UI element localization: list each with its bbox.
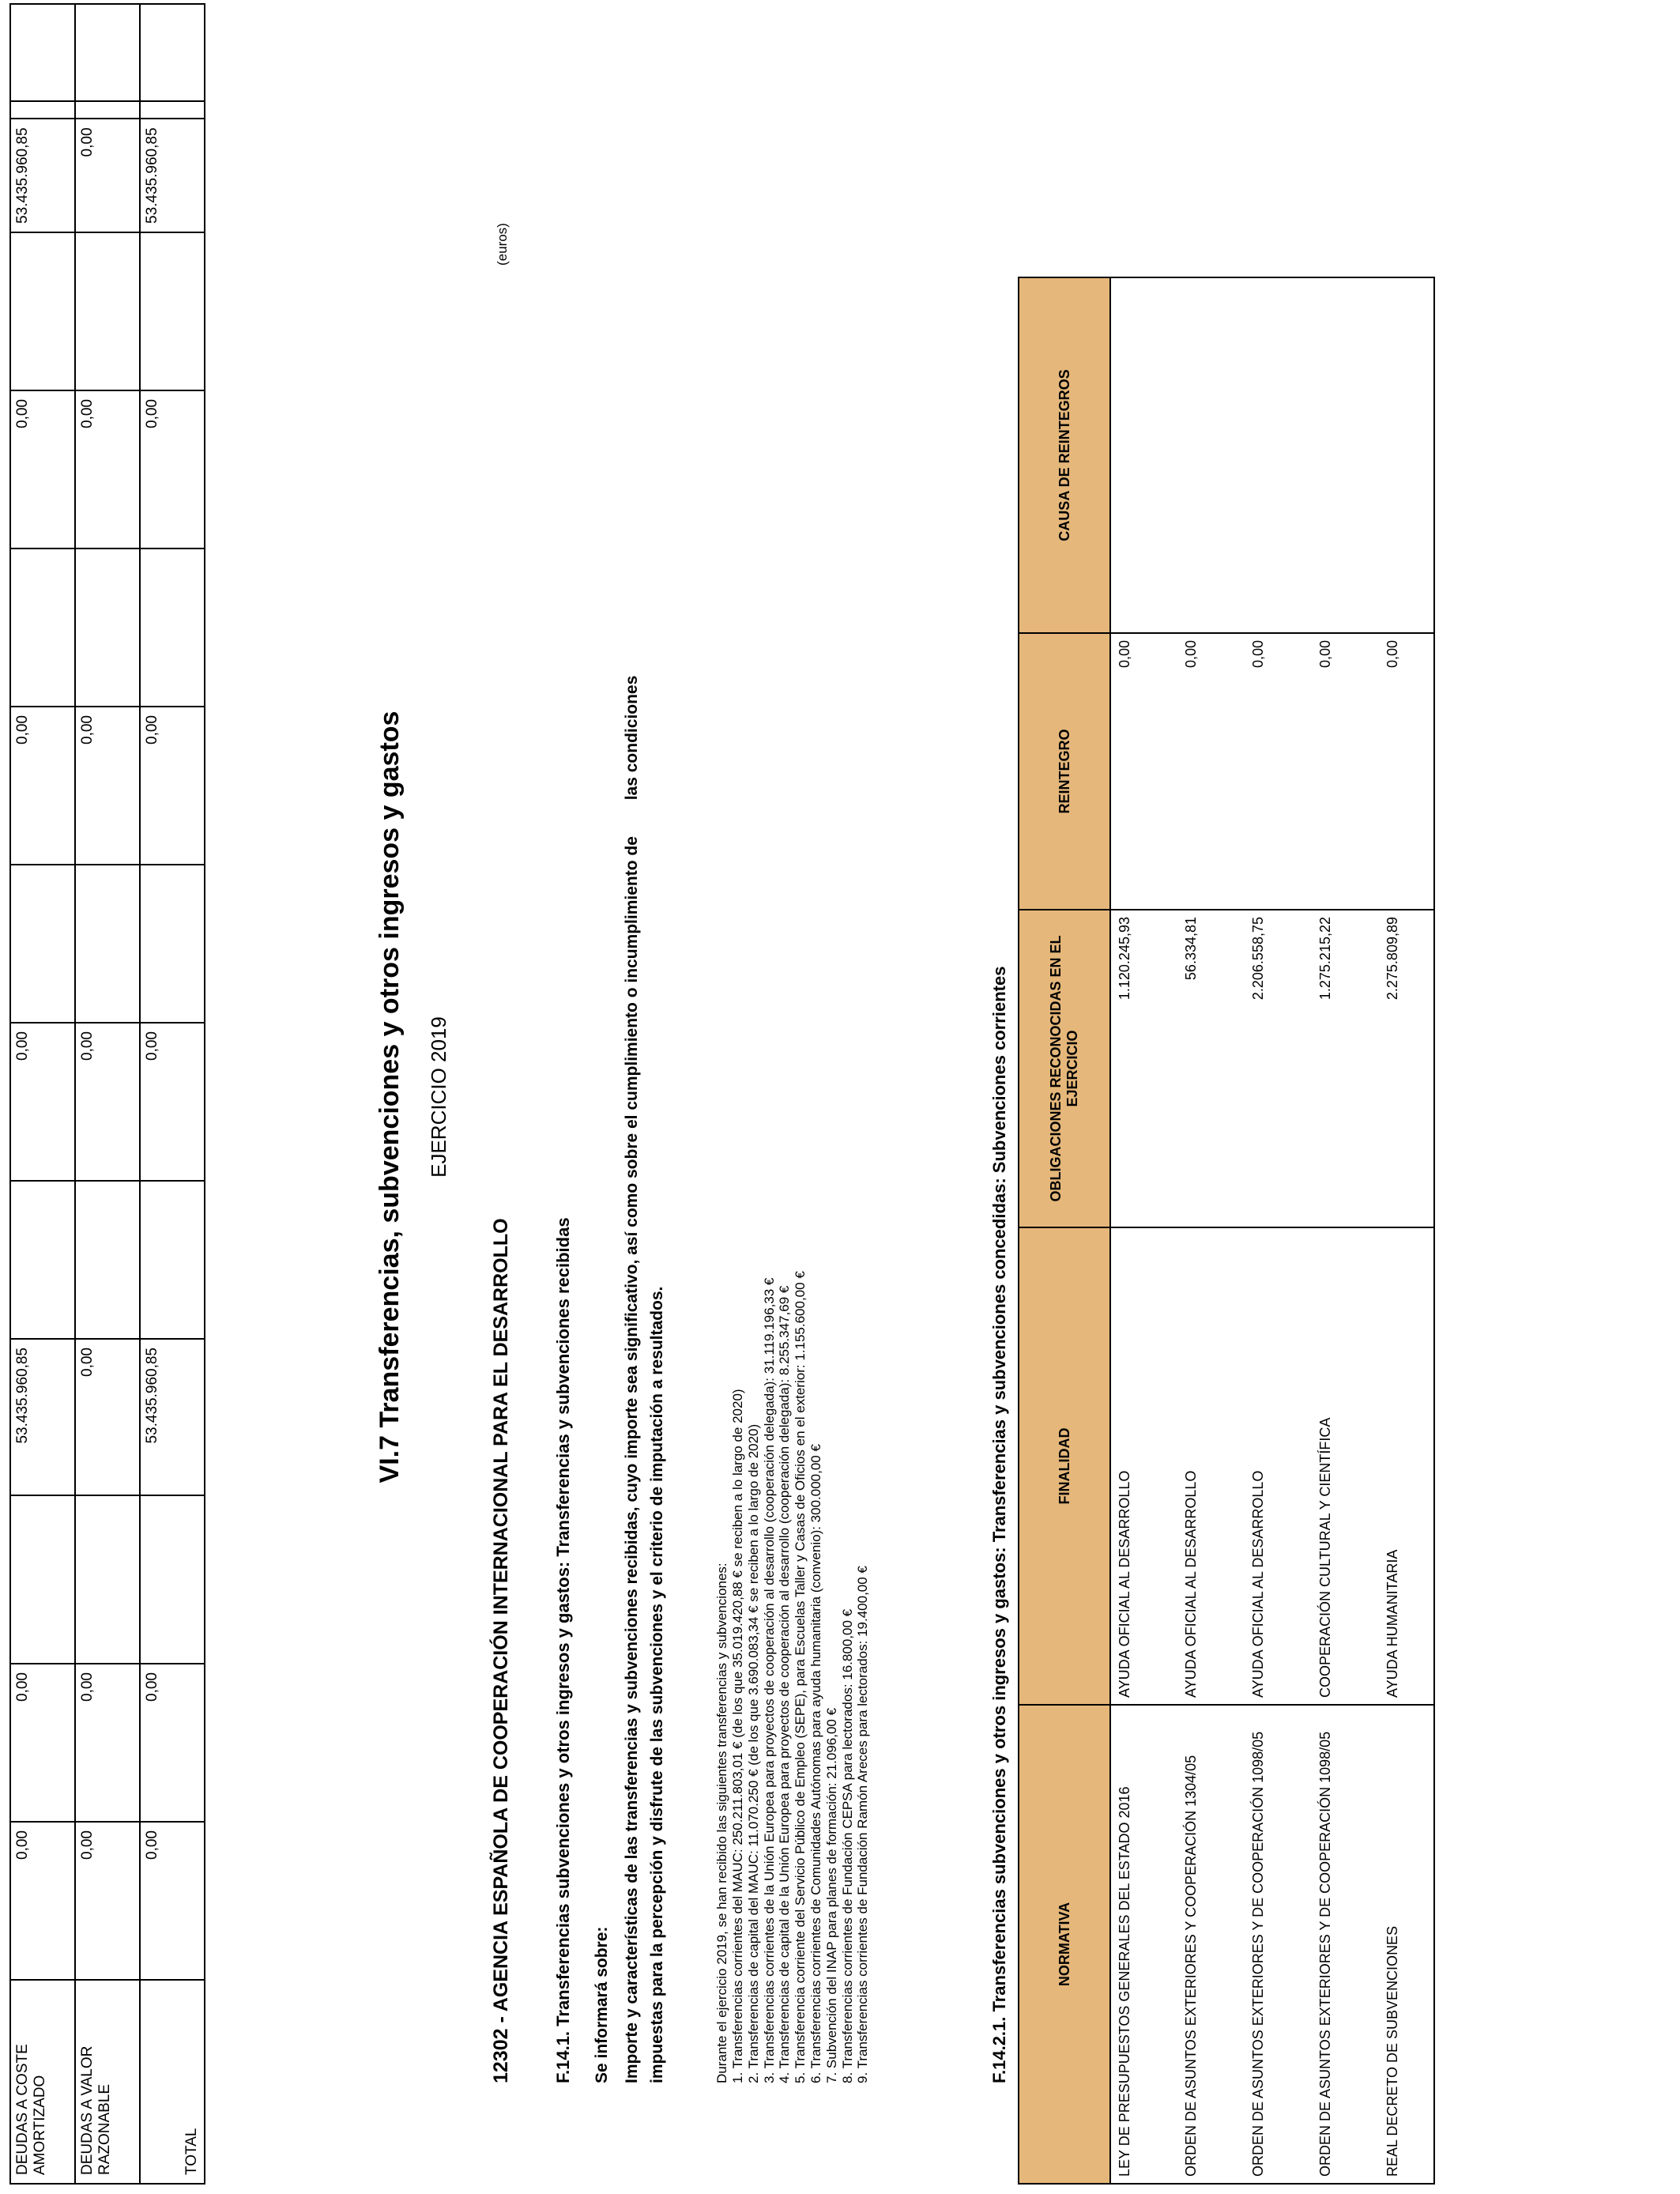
f141-list-item: 9. Transferencias corrientes de Fundación Ramón Areces para lectorados: 19.400,00 € (855, 1566, 871, 2083)
deudas-cell: 0,00 (10, 390, 75, 548)
deudas-cell (140, 865, 205, 1023)
cell-reintegro: 0,00 (1245, 633, 1312, 910)
cell-causa (1177, 277, 1245, 633)
f141-paragraph-line1-tail: las condiciones (623, 675, 641, 801)
table-row (1177, 277, 1245, 2184)
cell-finalidad: AYUDA HUMANITARIA (1379, 1227, 1434, 1705)
informara-label: Se informará sobre: (593, 1926, 611, 2083)
deudas-cell: 0,00 (140, 707, 205, 865)
deudas-row-label: TOTAL (140, 1980, 205, 2184)
deudas-cell: 0,00 (75, 390, 140, 548)
cell-reintegro: 0,00 (1110, 633, 1177, 910)
f141-list-item: 5. Transferencia corriente del Servicio Público de Empleo (SEPE), para Escuelas Taller y Casas de Oficios en el exterior: 1.155.600,00 € (793, 1271, 808, 2083)
col-causa-reintegros: CAUSA DE REINTEGROS (1019, 277, 1110, 633)
deudas-cell: 0,00 (75, 707, 140, 865)
deudas-cell: 0,00 (75, 1023, 140, 1181)
deudas-cell (10, 1495, 75, 1664)
deudas-cell: 0,00 (140, 1023, 205, 1181)
section-f141-heading: F.14.1. Transferencias subvenciones y otros ingresos y gastos: Transferencias y subvenciones recibidas (553, 1217, 573, 2083)
cell-finalidad: COOPERACIÓN CULTURAL Y CIENTÍFICA (1312, 1227, 1379, 1705)
deudas-cell (75, 232, 140, 390)
deudas-cell (75, 865, 140, 1023)
cell-causa (1379, 277, 1434, 633)
col-reintegro: REINTEGRO (1019, 633, 1110, 910)
f141-paragraph-line1-main: Importe y características de las transferencias y subvenciones recibidas, cuyo importe sea significativo, así como sobre el cumplimiento o incumplimiento de (623, 836, 641, 2083)
cell-finalidad: AYUDA OFICIAL AL DESARROLLO (1110, 1227, 1177, 1705)
col-obligaciones: OBLIGACIONES RECONOCIDAS EN EL EJERCICIO (1019, 910, 1110, 1227)
cell-causa (1110, 277, 1177, 633)
deudas-cell: 0,00 (140, 1664, 205, 1822)
deudas-cell (75, 548, 140, 707)
cell-obligaciones: 1.120.245,93 (1110, 910, 1177, 1227)
f141-items-list (730, 1271, 871, 2083)
cell-obligaciones: 2.275.809,89 (1379, 910, 1434, 1227)
deudas-cell (140, 1495, 205, 1664)
cell-reintegro: 0,00 (1379, 633, 1434, 910)
deudas-cell (75, 1181, 140, 1339)
deudas-cell: 0,00 (10, 1664, 75, 1822)
subvenciones-table (1018, 277, 1435, 2185)
cell-normativa: ORDEN DE ASUNTOS EXTERIORES Y DE COOPERACIÓN 1098/05 (1245, 1705, 1312, 2184)
cell-causa (1245, 277, 1312, 633)
f141-intro: Durante el ejercicio 2019, se han recibido las siguientes transferencias y subvenciones: (714, 1563, 729, 2083)
deudas-cell (10, 548, 75, 707)
page-title: VI.7 Transferencias, subvenciones y otros ingresos y gastos (375, 711, 405, 1483)
deudas-cell (140, 548, 205, 707)
deudas-cell: 0,00 (75, 1339, 140, 1495)
deudas-cell: 0,00 (10, 1822, 75, 1980)
deudas-cell (140, 101, 205, 119)
cell-obligaciones: 1.275.215,22 (1312, 910, 1379, 1227)
deudas-cell: 0,00 (75, 1664, 140, 1822)
deudas-row (140, 4, 205, 2184)
entity-name: 12302 - AGENCIA ESPAÑOLA DE COOPERACIÓN INTERNACIONAL PARA EL DESARROLLO (490, 1218, 512, 2083)
table-row (1110, 277, 1177, 2184)
f141-paragraph-line1 (620, 676, 644, 2083)
deudas-cell: 0,00 (140, 390, 205, 548)
deudas-table (9, 3, 205, 2185)
table-row (1312, 277, 1379, 2184)
deudas-cell: 0,00 (75, 1822, 140, 1980)
table-row (1245, 277, 1312, 2184)
f141-list-item: 2. Transferencias de capital del MAUC: 11.070.250 € (de los que 3.690.083,34 € se reciben a lo largo de 2020) (745, 1423, 761, 2083)
deudas-cell (75, 101, 140, 119)
f141-list-item: 3. Transferencias corrientes de la Unión Europea para proyectos de cooperación al desarrollo (cooperación delegada): 31.119.196,33 € (761, 1277, 777, 2083)
section-f1421-heading: F.14.2.1. Transferencias subvenciones y otros ingresos y gastos: Transferencias y subvenciones concedidas: Subvenciones corrientes (989, 966, 1009, 2083)
deudas-cell (10, 101, 75, 119)
deudas-cell-empty (10, 4, 75, 101)
deudas-cell: 53.435.960,85 (140, 1339, 205, 1495)
deudas-cell: 0,00 (10, 1023, 75, 1181)
deudas-cell-empty (140, 4, 205, 101)
f141-list-item: 8. Transferencias corrientes de Fundación CEPSA para lectorados: 16.800,00 € (839, 1608, 855, 2083)
deudas-cell (10, 232, 75, 390)
deudas-row-label: DEUDAS A VALOR RAZONABLE (75, 1980, 140, 2184)
deudas-cell (10, 865, 75, 1023)
deudas-row (10, 4, 75, 2184)
deudas-row (75, 4, 140, 2184)
f141-list-item: 7. Subvención del INAP para planes de formación: 21.096,00 € (823, 1707, 839, 2083)
deudas-cell-empty (75, 4, 140, 101)
deudas-cell: 53.435.960,85 (140, 119, 205, 232)
table-row (1379, 277, 1434, 2184)
cell-obligaciones: 2.206.558,75 (1245, 910, 1312, 1227)
cell-obligaciones: 56.334,81 (1177, 910, 1245, 1227)
deudas-cell: 53.435.960,85 (10, 1339, 75, 1495)
col-finalidad: FINALIDAD (1019, 1227, 1110, 1705)
cell-normativa: ORDEN DE ASUNTOS EXTERIORES Y COOPERACIÓN 1304/05 (1177, 1705, 1245, 2184)
f141-list-item: 1. Transferencias corrientes del MAUC: 250.211.803,01 € (de los que 35.019.420,88 € se reciben a lo largo de 2020) (730, 1389, 745, 2083)
deudas-cell: 0,00 (140, 1822, 205, 1980)
cell-reintegro: 0,00 (1312, 633, 1379, 910)
deudas-cell: 53.435.960,85 (10, 119, 75, 232)
f141-list-item: 6. Transferencias corrientes de Comunidades Autónomas para ayuda humanitaria (convenio): 300.000,00 € (808, 1444, 823, 2083)
cell-causa (1312, 277, 1379, 633)
cell-normativa: REAL DECRETO DE SUBVENCIONES (1379, 1705, 1434, 2184)
deudas-cell (75, 1495, 140, 1664)
units-label: (euros) (495, 223, 510, 266)
cell-reintegro: 0,00 (1177, 633, 1245, 910)
f141-paragraph-line2: impuestas para la percepción y disfrute de las subvenciones y el criterio de imputación a resultados. (648, 1286, 666, 2083)
deudas-cell (140, 1181, 205, 1339)
cell-normativa: ORDEN DE ASUNTOS EXTERIORES Y DE COOPERACIÓN 1098/05 (1312, 1705, 1379, 2184)
cell-finalidad: AYUDA OFICIAL AL DESARROLLO (1177, 1227, 1245, 1705)
cell-finalidad: AYUDA OFICIAL AL DESARROLLO (1245, 1227, 1312, 1705)
ejercicio-label: EJERCICIO 2019 (427, 1016, 450, 1178)
deudas-cell: 0,00 (75, 119, 140, 232)
f141-list-item: 4. Transferencias de capital de la Unión Europea para proyectos de cooperación al desarrollo (cooperación delegada): 8.255.347,69 € (777, 1285, 793, 2083)
col-normativa: NORMATIVA (1019, 1705, 1110, 2184)
deudas-row-label: DEUDAS A COSTE AMORTIZADO (10, 1980, 75, 2184)
deudas-cell (10, 1181, 75, 1339)
cell-normativa: LEY DE PRESUPUESTOS GENERALES DEL ESTADO 2016 (1110, 1705, 1177, 2184)
deudas-cell: 0,00 (10, 707, 75, 865)
deudas-cell (140, 232, 205, 390)
